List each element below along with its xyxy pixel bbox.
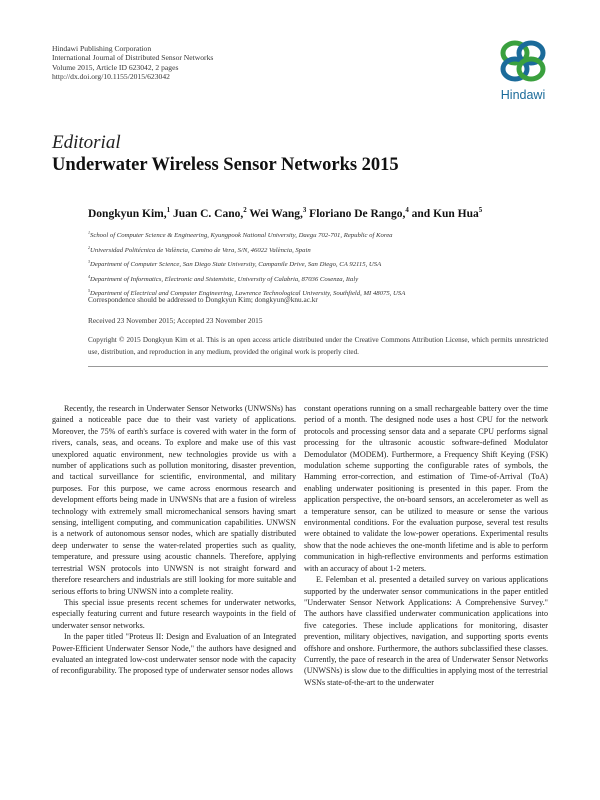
author-name: Juan C. Cano, bbox=[172, 207, 244, 220]
affiliation-text: Department of Electrical and Computer Engineering, Lawrence Technological University, Southfield, MI 48075, USA bbox=[90, 290, 406, 298]
hindawi-logo-icon bbox=[494, 36, 552, 86]
author-name: Floriano De Rango, bbox=[309, 207, 406, 220]
affiliation-text: Universidad Politécnica de València, Camino de Vera, S/N, 46022 València, Spain bbox=[90, 246, 311, 254]
body-paragraph: This special issue presents recent schemes for underwater networks, especially featuring current and future research waypoints in the field of underwater sensor networks. bbox=[52, 597, 296, 630]
affiliation-text: Department of Informatics, Electronic and Sistemistic, University of Calabria, 87036 Cosenza, Italy bbox=[90, 275, 359, 283]
affiliation-text: Department of Computer Science, San Diego State University, Campanile Drive, San Diego, CA 92115, USA bbox=[90, 261, 382, 269]
author-name: Dongkyun Kim, bbox=[88, 207, 167, 220]
author-affiliation-mark: 5 bbox=[478, 207, 483, 214]
logo-text: Hindawi bbox=[500, 88, 546, 102]
body-paragraph: E. Felemban et al. presented a detailed survey on various applications supported by the underwater sensor communications in the paper entitled "Underwater Sensor Network Applications: A Comprehensive Survey." The authors have classified underwater communication applications into five categories. These include applications for monitoring, disaster prevention, military objectives, navigation, and supporting sports events offshore and onshore. Furthermore, the authors subclassified these classes. Currently, the pace of research in the area of Underwater Sensor Networks (UNWSNs) is slow due to the difficulties in applying most of the terrestrial WSNs state-of-the-art to the underwater bbox=[304, 575, 548, 687]
correspondence-note: Correspondence should be addressed to Dongkyun Kim; dongkyun@knu.ac.kr bbox=[88, 295, 318, 304]
body-column-left bbox=[52, 403, 296, 677]
author-name: Wei Wang, bbox=[249, 207, 303, 220]
journal-name: International Journal of Distributed Sensor Networks bbox=[52, 53, 214, 63]
author-name: and Kun Hua bbox=[411, 207, 479, 220]
section-divider bbox=[88, 366, 548, 367]
affiliation-item bbox=[88, 227, 548, 242]
affiliation-text: School of Computer Science & Engineering, Kyungpook National University, Daegu 702-701, Republic of Korea bbox=[90, 232, 393, 240]
doi-link[interactable]: http://dx.doi.org/10.1155/2015/623042 bbox=[52, 72, 170, 82]
affiliation-mark: 1 bbox=[88, 230, 91, 235]
body-paragraph: Recently, the research in Underwater Sensor Networks (UNWSNs) has gained a noticeable pace due to their vast variety of applications. Moreover, the 75% of earth's surface is covered with water in the form of rivers, canals, seas, and oceans. To explore and make use of this vast unexplored aquatic environment, new technologies provide us with a number of applications such as pollution monitoring, disaster prevention, and tactical surveillance for scientific, environmental, and military purposes. For this purpose, we came across enormous research and development efforts being made in UNWSNs that are a fusion of wireless technology with extremely small micromechanical sensors having smart sensing, intelligent computing, and communication capabilities. UNWSN is a network of autonomous sensor nodes, which are spatially distributed deep underwater to sense the water-related properties such as quality, temperature, and pressure using acoustic channels. Therefore, applying terrestrial WSN protocols into UNWSN is not straight forward and therefore researchers and industrials are still looking for more suitable and serious efforts to bring UNWSN into a complete reality. bbox=[52, 404, 296, 596]
author-affiliation-mark: 1 bbox=[166, 207, 171, 214]
hindawi-logo bbox=[494, 36, 552, 106]
article-type-label: Editorial bbox=[52, 132, 121, 153]
author-affiliation-mark: 2 bbox=[243, 207, 247, 214]
affiliation-list bbox=[88, 227, 548, 300]
body-column-right bbox=[304, 403, 548, 688]
affiliation-mark: 4 bbox=[88, 273, 91, 279]
dates-line: Received 23 November 2015; Accepted 23 November 2015 bbox=[88, 316, 263, 325]
author-affiliation-mark: 3 bbox=[302, 207, 307, 214]
affiliation-mark: 3 bbox=[88, 259, 91, 265]
copyright-notice: Copyright © 2015 Dongkyun Kim et al. This is an open access article distributed under the Creative Commons Attribution License, which permits unrestricted use, distribution, and reproduction in any medium, provided the original work is properly cited. bbox=[88, 336, 548, 356]
affiliation-item bbox=[88, 271, 548, 286]
author-affiliation-mark: 4 bbox=[405, 207, 409, 214]
journal-header bbox=[52, 44, 213, 82]
affiliation-item bbox=[88, 256, 548, 271]
volume-info: Volume 2015, Article ID 623042, 2 pages bbox=[52, 62, 179, 72]
affiliation-mark: 5 bbox=[88, 288, 91, 294]
page-title: Underwater Wireless Sensor Networks 2015 bbox=[52, 155, 399, 175]
body-paragraph: In the paper titled "Proteus II: Design and Evaluation of an Integrated Power-Efficient Underwater Sensor Node," the authors have designed and evaluated an integrated low-cost underwater sensor node with the capacity of reconfigurability. The proposed type of underwater sensor nodes allows bbox=[52, 632, 296, 676]
affiliation-item bbox=[88, 242, 548, 257]
publisher-name: Hindawi Publishing Corporation bbox=[52, 44, 152, 53]
affiliation-mark: 2 bbox=[88, 244, 91, 250]
author-list bbox=[88, 207, 482, 220]
body-paragraph: constant operations running on a small rechargeable battery over the time period of a month. The designed node uses a host CPU for the network protocols and processing sensor data and a separate CPU performs signal processing for the ultrasonic acoustic software-defined Modulator Demodulator (MODEM). Furthermore, a Frequency Shift Keying (FSK) modulation scheme supporting the configurable rates of symbols, the Hamming error-correction, and estimation of Time-of-Arrival (ToA) enabling underwater positioning is presented in this paper. From the application perspective, the on-board sensors, an accelerometer as well as a temperature sensor, can be utilized to measure or sense the various environmental conditions. For the evaluation purpose, several test results were obtained to validate the low-power operations. Experimental results show that the node achieves the one-month lifetime and is able to perform communication in high-reflective environments and performs estimation with an accuracy of about 1-2 meters. bbox=[304, 404, 548, 573]
